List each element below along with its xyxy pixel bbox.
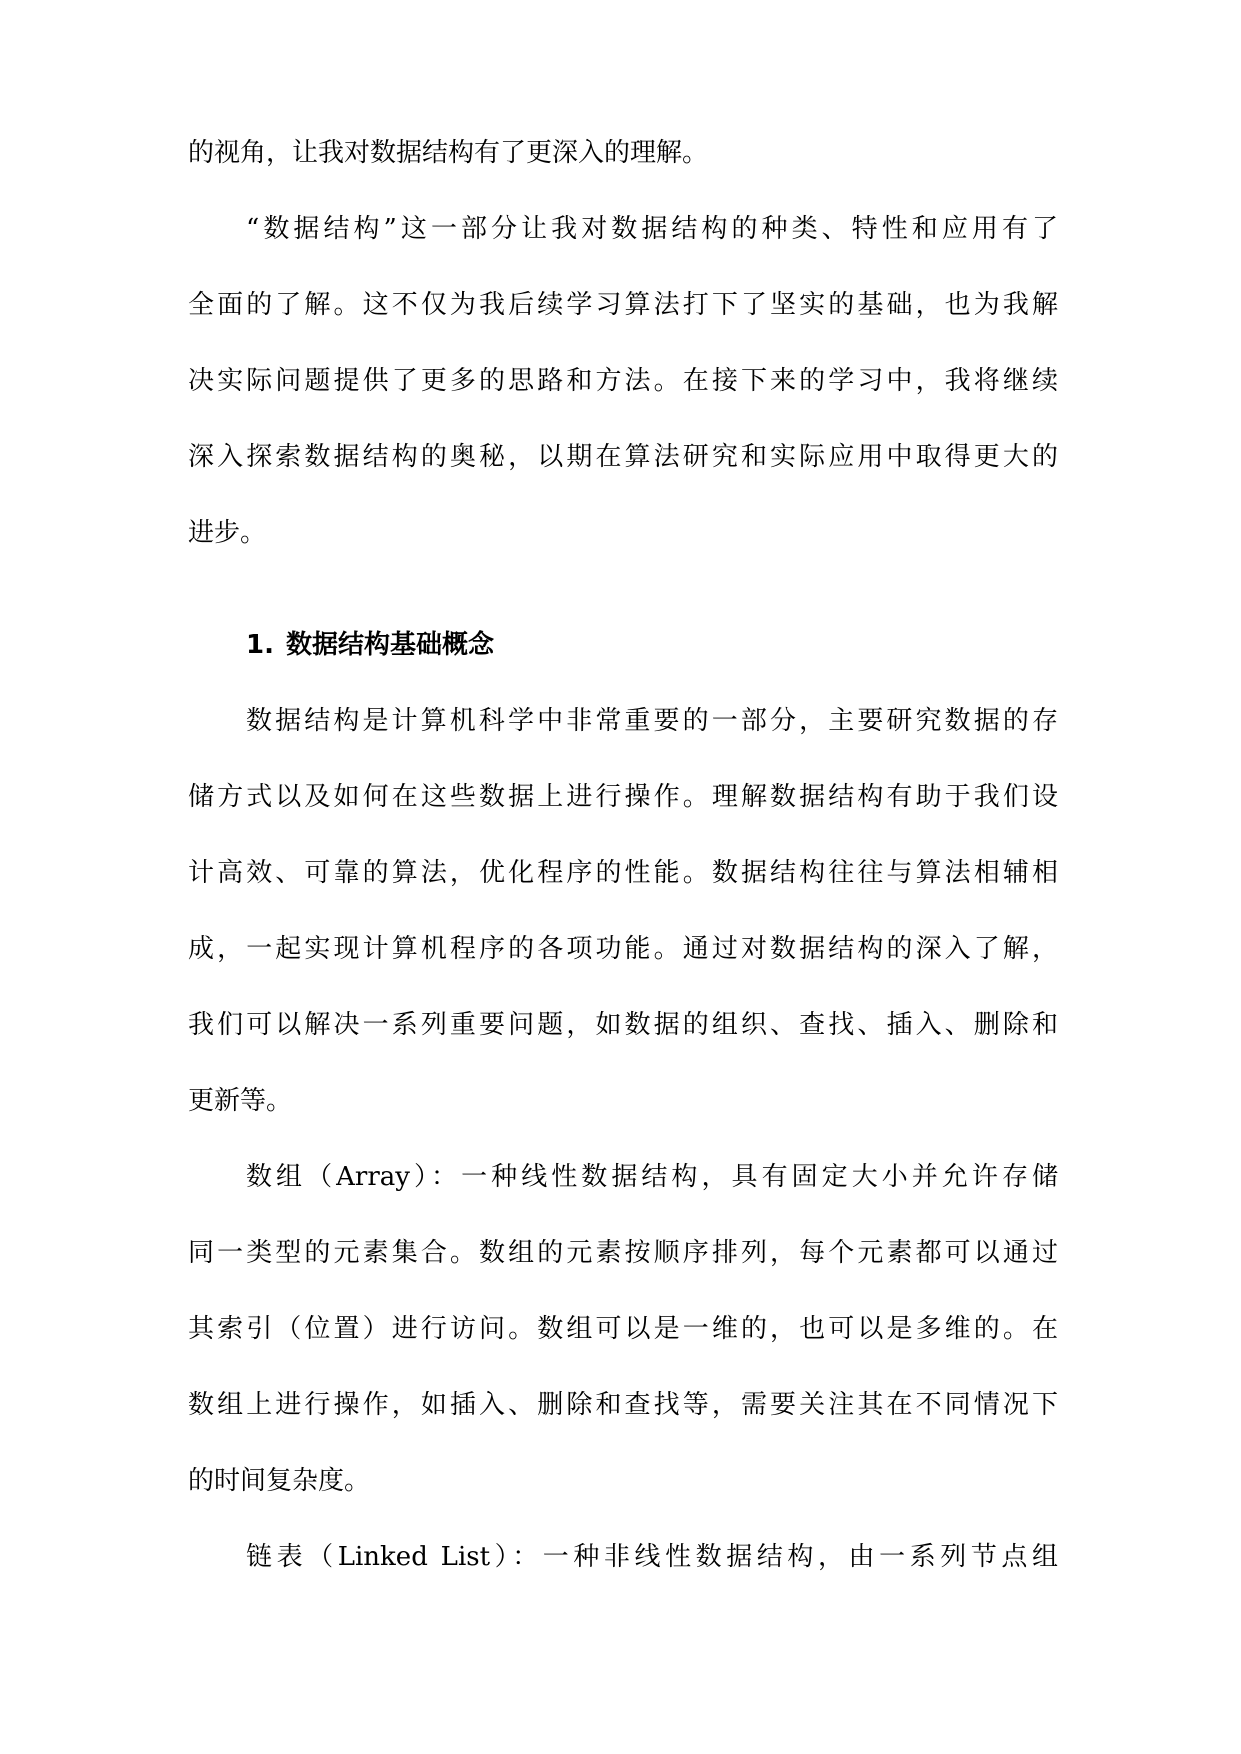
text-line: 更新等。 <box>188 1086 293 1116</box>
text-line: 数组（Array）：一种线性数据结构，具有固定大小并允许存储 <box>246 1162 1058 1192</box>
text-line: 计高效、可靠的算法，优化程序的性能。数据结构往往与算法相辅相 <box>188 858 1058 888</box>
text-line: 其索引（位置）进行访问。数组可以是一维的，也可以是多维的。在 <box>188 1314 1058 1344</box>
text-line: 进步。 <box>188 518 267 548</box>
text-line: 全面的了解。这不仅为我后续学习算法打下了坚实的基础，也为我解 <box>188 290 1058 320</box>
text-line: 数据结构是计算机科学中非常重要的一部分，主要研究数据的存 <box>246 706 1058 736</box>
document-body <box>188 130 1058 1610</box>
text-line: “数据结构”这一部分让我对数据结构的种类、特性和应用有了 <box>246 214 1058 244</box>
text-line: 数组上进行操作，如插入、删除和查找等，需要关注其在不同情况下 <box>188 1390 1058 1420</box>
linked-list-paragraph <box>188 1534 1058 1610</box>
section-title: 数据结构基础概念 <box>286 630 495 660</box>
intro-paragraph <box>188 130 1058 206</box>
text-line: 决实际问题提供了更多的思路和方法。在接下来的学习中，我将继续 <box>188 366 1058 396</box>
text-line: 成，一起实现计算机程序的各项功能。通过对数据结构的深入了解， <box>188 934 1058 964</box>
text-line: 深入探索数据结构的奥秘，以期在算法研究和实际应用中取得更大的 <box>188 442 1058 472</box>
section-number: 1. <box>246 630 274 660</box>
summary-paragraph <box>188 206 1058 586</box>
basics-paragraph <box>188 698 1058 1154</box>
text-line: 的视角，让我对数据结构有了更深入的理解。 <box>188 138 709 168</box>
text-line: 同一类型的元素集合。数组的元素按顺序排列，每个元素都可以通过 <box>188 1238 1058 1268</box>
array-paragraph <box>188 1154 1058 1534</box>
text-line: 储方式以及如何在这些数据上进行操作。理解数据结构有助于我们设 <box>188 782 1058 812</box>
text-line: 链表（Linked List）：一种非线性数据结构，由一系列节点组 <box>246 1542 1058 1572</box>
text-line: 的时间复杂度。 <box>188 1466 371 1496</box>
section-heading <box>188 622 1058 698</box>
text-line: 我们可以解决一系列重要问题，如数据的组织、查找、插入、删除和 <box>188 1010 1058 1040</box>
